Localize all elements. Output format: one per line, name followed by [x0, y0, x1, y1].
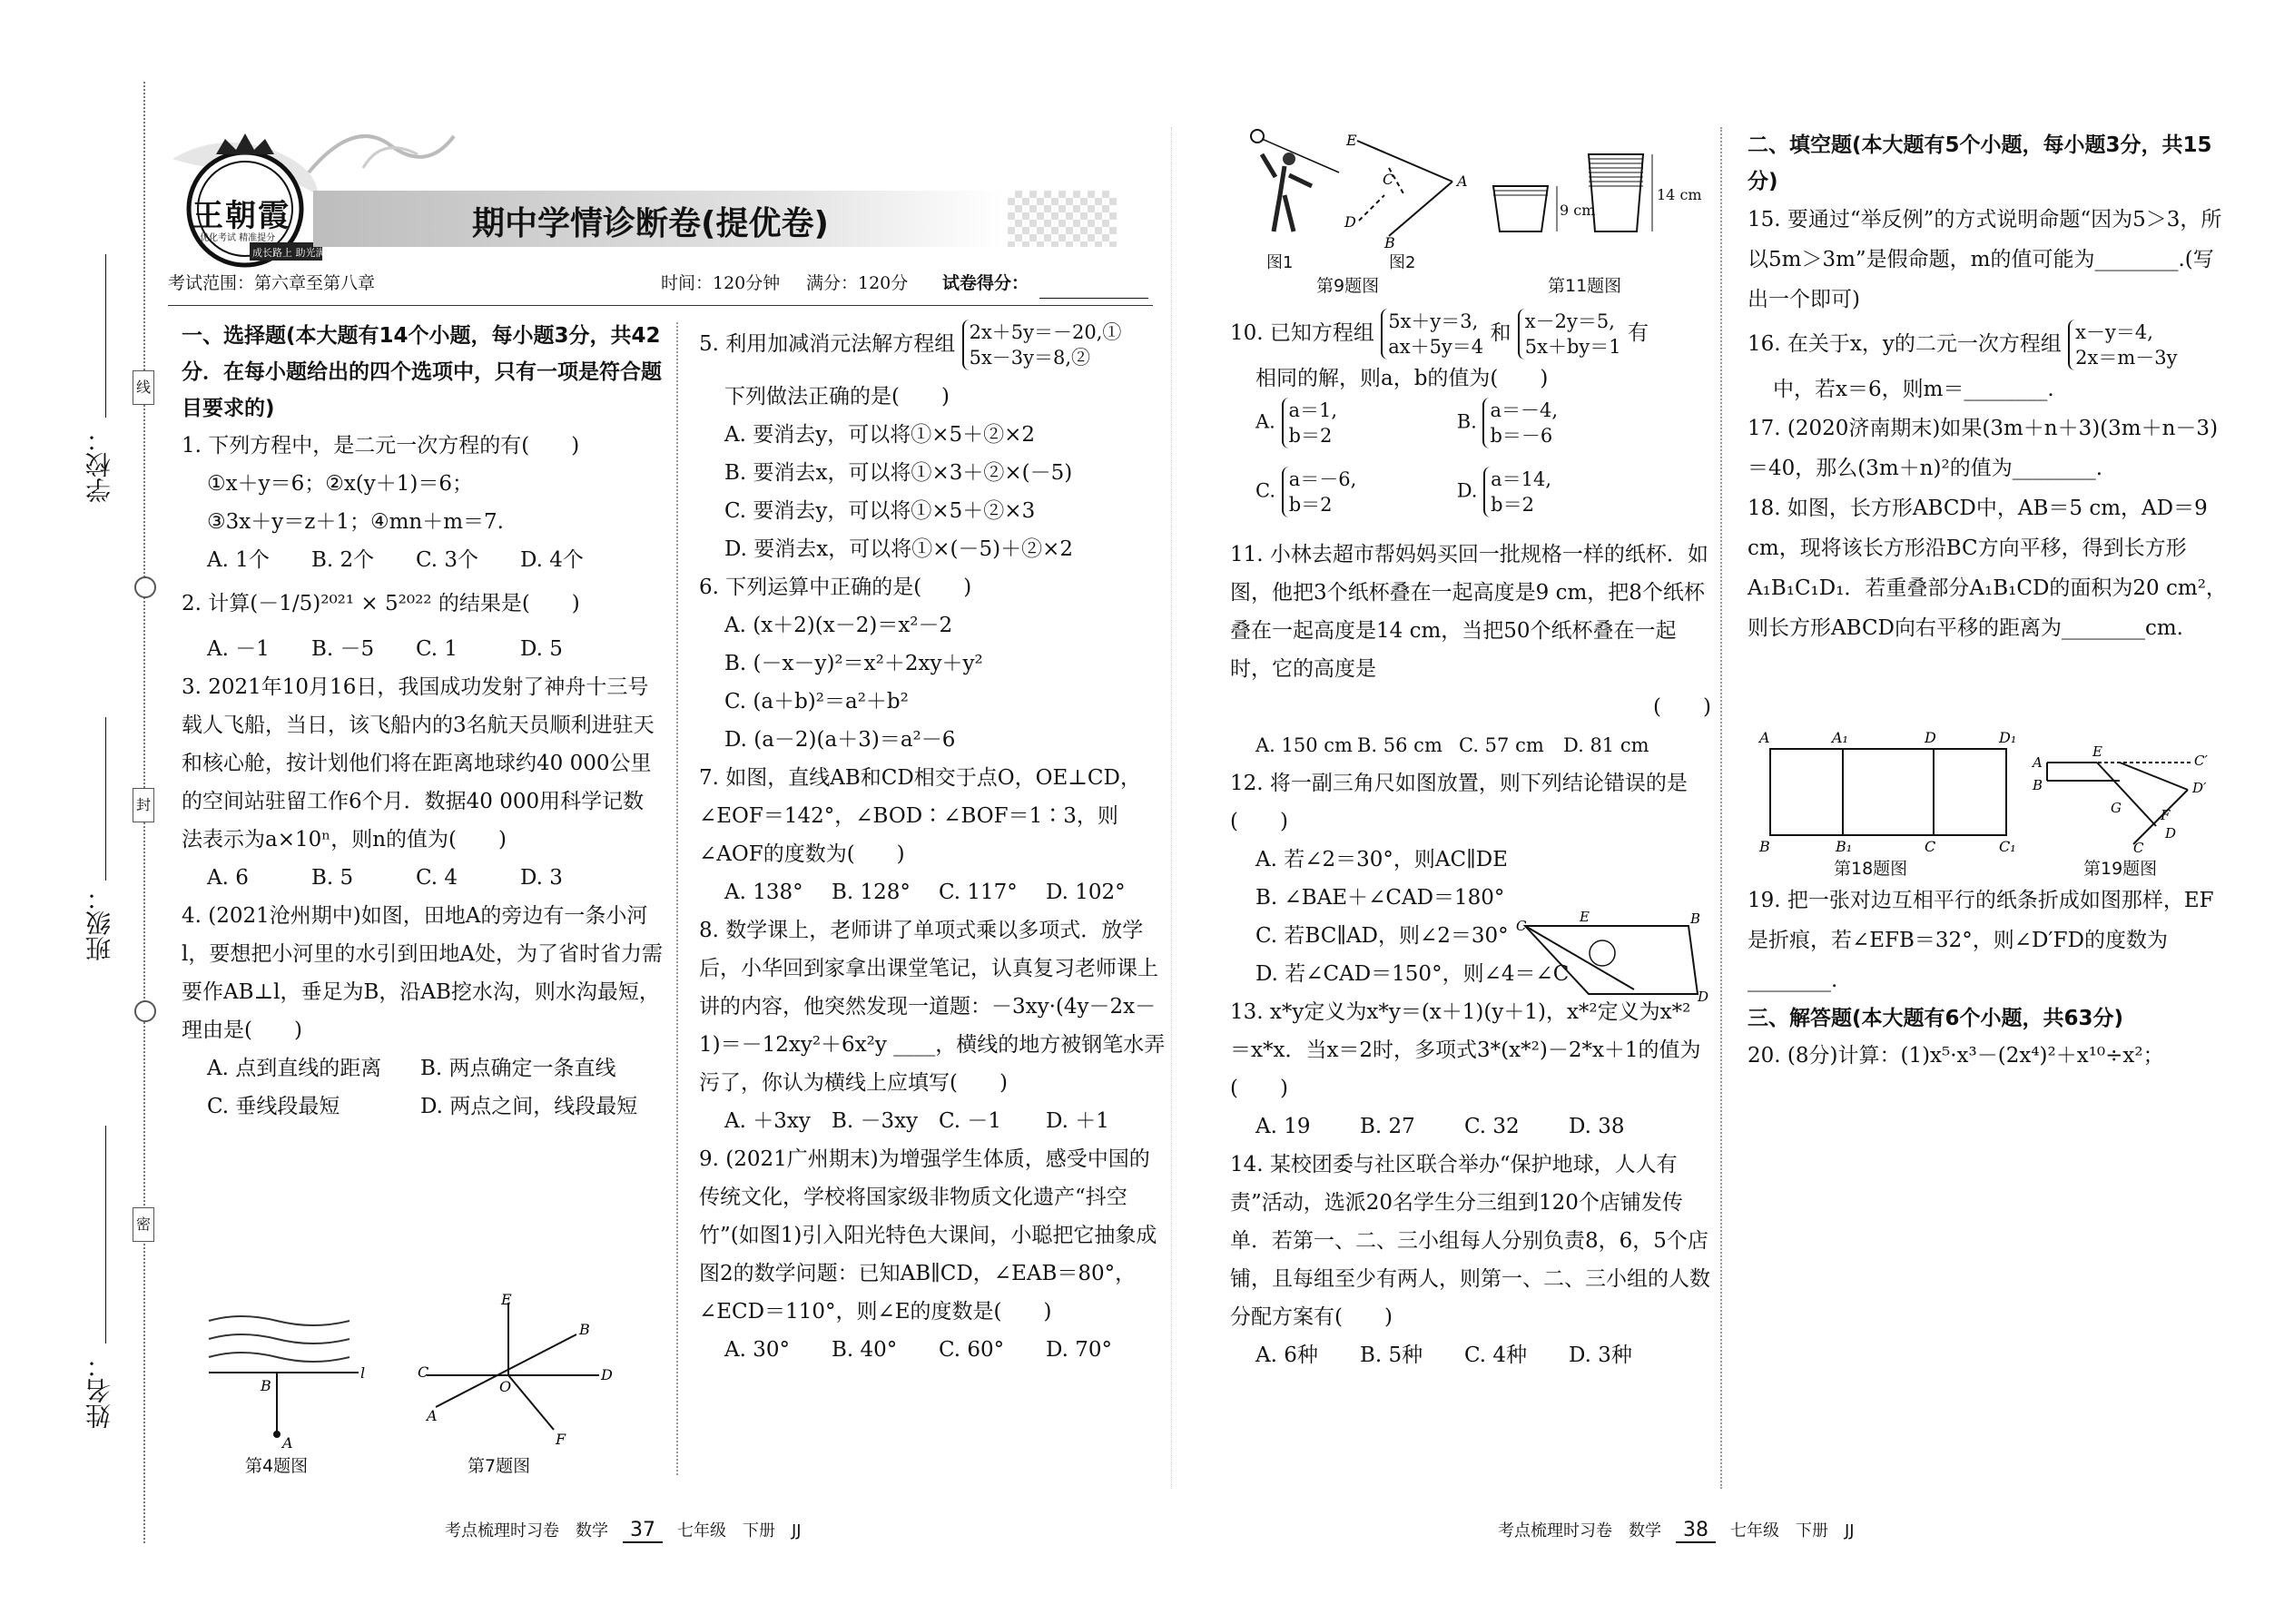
equation-1: 2x＋5y＝－20,①: [969, 321, 1122, 343]
column-divider: [1720, 127, 1722, 1489]
logo-ribbon-text: 成长路上 助光满天: [252, 247, 336, 259]
header-rule: [168, 305, 1153, 306]
question-10: [1230, 309, 1711, 359]
section-2-heading: 二、填空题(本大题有5个小题，每小题3分，共15分): [1748, 133, 2212, 193]
question-5: [699, 320, 1167, 370]
question-6-option-b[interactable]: B. (－x－y)²＝x²＋2xy＋y²: [724, 652, 983, 675]
exam-full-score: 满分：120分: [806, 273, 909, 293]
svg-text:D: D: [601, 1366, 613, 1383]
question-12-option-b[interactable]: B. ∠BAE＋∠CAD＝180°: [1255, 886, 1505, 910]
option-d[interactable]: D. 38: [1569, 1115, 1625, 1138]
option-a[interactable]: A. 150 cm: [1255, 734, 1353, 756]
question-3: 3. 2021年10月16日，我国成功发射了神舟十三号载人飞船，当日，该飞船内的3名航天员顺利进驻天和核心舱，按计划他们将在距离地球约40 000公里的空间站驻留工作6个月．数据40 000用科学记数法表示为a×10ⁿ，则n的值为( ): [182, 675, 655, 851]
option-c[interactable]: C. a＝－6, b＝2: [1255, 468, 1357, 516]
equation-system-1: [1381, 309, 1483, 359]
question-4-options: [182, 1049, 663, 1126]
svg-text:D: D: [1925, 729, 1936, 746]
school-label: 学校：: [84, 427, 114, 503]
section-1-heading: 一、选择题(本大题有14个小题，每小题3分，共42分．在每小题给出的四个选项中，只有一项是符合题目要求的): [182, 324, 662, 420]
exam-time: 时间：120分钟: [661, 273, 781, 293]
question-11-bracket: ( ): [1653, 695, 1711, 719]
footer-left: [445, 1518, 802, 1543]
question-12-option-a[interactable]: A. 若∠2＝30°，则AC∥DE: [1255, 848, 1508, 871]
question-19: 19. 把一张对边互相平行的纸条折成如图那样，EF是折痕，若∠EFB＝32°，则∠D′FD的度数为________.: [1748, 889, 2214, 992]
svg-text:D₁: D₁: [1999, 729, 2017, 746]
page-number: 38: [1676, 1519, 1716, 1543]
figure-7-caption: 第7题图: [468, 1456, 531, 1476]
svg-text:D: D: [1698, 989, 1709, 1005]
question-16-stem: 16. 在关于x，y的二元一次方程组: [1748, 332, 2062, 356]
question-13: 13. x*y定义为x*y＝(x＋1)(y＋1)，x*²定义为x*²＝x*x．当x＝2时，多项式3*(x*²)－2*x＋1的值为( ): [1230, 1000, 1701, 1100]
column-divider: [676, 322, 678, 1475]
svg-text:C′: C′: [2194, 753, 2208, 769]
exam-scope: 考试范围：第六章至第八章: [168, 273, 376, 293]
question-20: 20. (8分)计算：(1)x⁵·x³－(2x⁴)²＋x¹⁰÷x²；: [1748, 1044, 2164, 1068]
option-a[interactable]: A. 138°: [724, 881, 803, 904]
svg-text:A: A: [1457, 172, 1468, 190]
svg-text:E: E: [2092, 743, 2102, 760]
question-7-options: [699, 873, 1167, 911]
question-16-tail: 中，若x＝6，则m＝________.: [1773, 378, 2054, 401]
svg-text:C₁: C₁: [1999, 838, 2016, 855]
equation: x－2y＝5,: [1524, 310, 1615, 332]
question-2-options: [182, 630, 663, 668]
equation-system-2: [1518, 309, 1621, 359]
svg-text:A: A: [1759, 729, 1770, 746]
column-4: [1748, 127, 2233, 648]
question-1-line-a: ①x＋y＝6；②x(y＋1)＝6；: [207, 472, 474, 496]
question-6-option-a[interactable]: A. (x＋2)(x－2)＝x²－2: [724, 614, 953, 637]
option-c[interactable]: C. 垂线段最短: [207, 1095, 340, 1118]
option-d[interactable]: D. 3: [520, 866, 563, 890]
figure-19-caption: 第19题图: [2083, 859, 2158, 879]
option-b[interactable]: B. 128°: [832, 881, 911, 904]
option-b[interactable]: B. －5: [311, 637, 375, 661]
name-label: 姓名：: [84, 1353, 114, 1429]
option-a[interactable]: A. 点到直线的距离: [207, 1057, 382, 1080]
figure-11-height-9: 9 cm: [1560, 202, 1596, 219]
question-12-option-d[interactable]: D. 若∠CAD＝150°，则∠4＝∠C: [1255, 962, 1570, 986]
question-15: 15. 要通过“举反例”的方式说明命题“因为5＞3，所以5m＞3m”是假命题，m的值可能为________.(写出一个即可): [1748, 208, 2222, 311]
question-6-option-c[interactable]: C. (a＋b)²＝a²＋b²: [724, 690, 909, 714]
option-b[interactable]: B. 40°: [832, 1338, 898, 1362]
school-blank[interactable]: [105, 254, 106, 418]
column-3: [1230, 309, 1711, 1374]
option-a[interactable]: A. 19: [1255, 1115, 1311, 1138]
question-8: 8. 数学课上，老师讲了单项式乘以多项式．放学后，小华回到家拿出课堂笔记，认真复习老师课上讲的内容，他突然发现一道题：－3xy·(4y－2x－1)＝－12xy²＋6x²y ____，横线的地方被钢笔水弄污了，你认为横线上应填写( ): [699, 919, 1166, 1095]
svg-text:E: E: [1580, 909, 1590, 925]
score-blank[interactable]: [1039, 298, 1148, 299]
option-a[interactable]: A. 6: [207, 866, 249, 890]
question-18: 18. 如图，长方形ABCD中，AB＝5 cm，AD＝9 cm，现将该长方形沿BC方向平移，得到长方形A₁B₁C₁D₁．若重叠部分A₁B₁CD的面积为20 cm²，则长方形ABCD向右平移的距离为________cm.: [1748, 497, 2227, 640]
equation-system: [2068, 320, 2177, 370]
figure-12-diagram: [1516, 903, 1707, 1003]
figure-9-caption: 第9题图: [1316, 276, 1380, 296]
svg-text:A: A: [427, 1407, 438, 1424]
figure-4-caption: 第4题图: [245, 1456, 309, 1476]
binding-hole-icon: [134, 576, 156, 598]
option-d[interactable]: D. 102°: [1046, 881, 1126, 904]
question-11: 11. 小林去超市帮妈妈买回一批规格一样的纸杯．如图，他把3个纸杯叠在一起高度是9 cm，把8个纸杯叠在一起高度是14 cm，当把50个纸杯叠在一起时，它的高度是: [1230, 543, 1708, 681]
option-b[interactable]: B. 两点确定一条直线: [420, 1057, 616, 1080]
question-10-tail: 有: [1627, 321, 1649, 345]
option-c[interactable]: C. 57 cm: [1459, 734, 1544, 756]
equation-system: [962, 320, 1122, 370]
question-6: 6. 下列运算中正确的是( ): [699, 576, 972, 599]
option-c[interactable]: C. －1: [939, 1109, 1002, 1133]
question-10-prompt: 相同的解，则a，b的值为( ): [1255, 367, 1549, 390]
option-c[interactable]: C. 4种: [1464, 1343, 1528, 1367]
question-7: 7. 如图，直线AB和CD相交于点O，OE⊥CD，∠EOF＝142°，∠BOD∶∠BOF＝1∶3，则∠AOF的度数为( ): [699, 766, 1141, 866]
svg-text:C: C: [1925, 838, 1936, 855]
svg-text:B: B: [1384, 234, 1395, 251]
svg-text:C: C: [2133, 840, 2144, 856]
question-14-options: [1230, 1336, 1711, 1374]
svg-text:O: O: [499, 1378, 512, 1395]
score-label: 试卷得分：: [942, 273, 1029, 293]
question-17: 17. (2020济南期末)如果(3m＋n＋3)(3m＋n－3)＝40，那么(3m＋n)²的值为________.: [1748, 417, 2219, 480]
figure-18-caption: 第18题图: [1834, 859, 1908, 879]
svg-text:E: E: [501, 1291, 512, 1308]
question-9: 9. (2021广州期末)为增强学生体质，感受中国的传统文化，学校将国家级非物质文化遗产“抖空竹”(如图1)引入阳光特色大课间，小聪把它抽象成图2的数学问题：已知AB∥CD，∠EAB＝80°，∠ECD＝110°，则∠E的度数是( ): [699, 1147, 1157, 1324]
class-label: 班级：: [84, 885, 114, 961]
svg-text:F: F: [2161, 807, 2171, 823]
svg-text:l: l: [360, 1364, 366, 1382]
question-13-options: [1230, 1107, 1711, 1146]
logo-subtitle: 优化考试 精准提分: [200, 233, 276, 243]
svg-text:C: C: [1383, 171, 1394, 188]
question-8-options: [699, 1102, 1167, 1140]
option-b[interactable]: B. a＝－4, b＝－6: [1456, 399, 1559, 447]
option-a[interactable]: A. 30°: [724, 1338, 790, 1362]
option-a[interactable]: A. －1: [207, 637, 270, 661]
figure-11-height-14: 14 cm: [1657, 186, 1702, 203]
option-a[interactable]: A. 6种: [1255, 1343, 1318, 1367]
option-c[interactable]: C. 1: [416, 637, 458, 661]
question-3-options: [182, 859, 663, 897]
footer-series: 考点梳理时习卷 数学: [1498, 1521, 1661, 1540]
svg-text:G: G: [2111, 800, 2122, 816]
figure-19-diagram: [2029, 740, 2229, 856]
figure-11-caption: 第11题图: [1548, 276, 1622, 296]
cut-mark-secret: 密: [133, 1207, 154, 1242]
question-5-option-c[interactable]: C. 要消去y，可以将①×5＋②×3: [724, 499, 1036, 523]
name-blank[interactable]: [105, 1126, 106, 1343]
option-c[interactable]: C. 60°: [939, 1338, 1005, 1362]
question-10-options: [1230, 398, 1711, 536]
option-a[interactable]: A. 1个: [207, 548, 270, 572]
option-c[interactable]: C. 4: [416, 866, 458, 890]
svg-text:A: A: [282, 1434, 293, 1452]
option-d[interactable]: D. ＋1: [1046, 1109, 1109, 1133]
question-5-option-a[interactable]: A. 要消去y，可以将①×5＋②×2: [724, 423, 1036, 447]
page-title: 期中学情诊断卷(提优卷): [472, 205, 829, 242]
option-d[interactable]: D. 81 cm: [1563, 734, 1649, 756]
equation: 5x＋y＝3,: [1388, 310, 1479, 332]
footer-series: 考点梳理时习卷 数学: [445, 1521, 608, 1540]
svg-text:A₁: A₁: [1832, 729, 1848, 746]
equation: 2x＝m－3y: [2075, 347, 2178, 369]
question-1-line-b: ③3x＋y＝z＋1；④mn＋m＝7.: [207, 510, 504, 534]
question-5-option-b[interactable]: B. 要消去x，可以将①×3＋②×(－5): [724, 461, 1073, 485]
option-b[interactable]: B. 2个: [311, 548, 375, 572]
svg-text:B: B: [2033, 777, 2043, 793]
figure-9-1-label: 图1: [1266, 253, 1294, 272]
svg-text:E: E: [1346, 132, 1357, 149]
question-5-stem: 5. 利用加减消元法解方程组: [699, 332, 956, 356]
figure-9-2-label: 图2: [1389, 253, 1416, 272]
svg-text:F: F: [556, 1431, 566, 1448]
footer-grade: 七年级 下册 JJ: [1730, 1521, 1855, 1540]
option-c[interactable]: C. 117°: [939, 881, 1018, 904]
svg-text:D′: D′: [2192, 780, 2207, 796]
svg-text:A: A: [2033, 754, 2043, 771]
question-10-stem: 10. 已知方程组: [1230, 321, 1374, 345]
column-1: [182, 318, 663, 1126]
column-2: [699, 320, 1167, 1369]
option-d[interactable]: D. a＝14, b＝2: [1456, 468, 1552, 516]
question-14: 14. 某校团委与社区联合举办“保护地球，人人有责”活动，选派20名学生分三组到120个店铺发传单．若第一、二、三小组每人分别负责8，6，5个店铺，且每组至少有两人，则第一、二、三小组的人数分配方案有( ): [1230, 1153, 1710, 1329]
question-5-prompt: 下列做法正确的是( ): [724, 385, 950, 408]
binding-hole-icon: [134, 1000, 156, 1022]
option-b[interactable]: B. 5: [311, 866, 354, 890]
equation: ax＋5y＝4: [1388, 336, 1484, 358]
equation: 5x＋by＝1: [1524, 336, 1621, 358]
option-d[interactable]: D. 5: [520, 637, 563, 661]
question-4: 4. (2021沧州期中)如图，田地A的旁边有一条小河l，要想把小河里的水引到田地A处，为了省时省力需要作AB⊥l，垂足为B，沿AB挖水沟，则水沟最短，理由是( ): [182, 904, 663, 1042]
option-d[interactable]: D. 70°: [1046, 1338, 1113, 1362]
option-b[interactable]: B. －3xy: [832, 1109, 919, 1133]
question-2: 2. 计算(－1/5)²⁰²¹ × 5²⁰²² 的结果是( ): [182, 592, 580, 615]
svg-text:B₁: B₁: [1836, 838, 1853, 855]
figure-7-diagram: [418, 1291, 617, 1448]
option-b[interactable]: B. 56 cm: [1357, 734, 1442, 756]
figure-9-1-diagram: [1248, 123, 1348, 250]
svg-text:D: D: [1344, 213, 1356, 231]
figure-18-diagram: [1752, 726, 2024, 853]
question-12-option-c[interactable]: C. 若BC∥AD，则∠2＝30°: [1255, 924, 1509, 948]
question-16: [1748, 320, 2233, 370]
question-11-options: [1230, 726, 1711, 764]
question-9-options: [699, 1331, 1167, 1369]
logo-text: 王朝霞: [192, 198, 290, 234]
svg-text:B: B: [1690, 910, 1701, 927]
section-3-heading: 三、解答题(本大题有6个小题，共63分): [1748, 1007, 2124, 1030]
figure-9-2-diagram: [1339, 123, 1475, 250]
equation-2: 5x－3y＝8,②: [969, 347, 1091, 369]
option-c[interactable]: C. 32: [1464, 1115, 1520, 1138]
svg-text:C: C: [1516, 918, 1527, 934]
header-ribbon-decoration: [309, 118, 454, 182]
svg-text:B: B: [1759, 838, 1770, 855]
svg-text:C: C: [418, 1363, 429, 1381]
question-5-option-d[interactable]: D. 要消去x，可以将①×(－5)＋②×2: [724, 537, 1073, 561]
figure-4-diagram: [204, 1307, 377, 1452]
option-a[interactable]: A. ＋3xy: [724, 1109, 811, 1133]
question-1: 1. 下列方程中，是二元一次方程的有( ): [182, 434, 580, 458]
footer-right: [1498, 1518, 1855, 1543]
page-gutter: [1171, 127, 1172, 1489]
svg-text:B: B: [261, 1377, 271, 1394]
cut-mark-line: 线: [133, 370, 154, 405]
option-c[interactable]: C. 3个: [416, 548, 479, 572]
option-d[interactable]: D. 3种: [1569, 1343, 1632, 1367]
page-number: 37: [623, 1519, 663, 1543]
footer-grade: 七年级 下册 JJ: [677, 1521, 802, 1540]
conjunction: 和: [1490, 321, 1511, 345]
svg-text:D: D: [2165, 825, 2177, 842]
class-blank[interactable]: [105, 717, 106, 881]
title-checker: [1008, 191, 1117, 247]
option-a[interactable]: A. a＝1, b＝2: [1255, 399, 1338, 447]
equation: x－y＝4,: [2075, 321, 2153, 343]
option-d[interactable]: D. 两点之间，线段最短: [420, 1095, 638, 1118]
question-1-options: [182, 541, 663, 579]
option-d[interactable]: D. 4个: [520, 548, 584, 572]
question-6-option-d[interactable]: D. (a－2)(a＋3)＝a²－6: [724, 728, 956, 752]
option-b[interactable]: B. 27: [1360, 1115, 1415, 1138]
column-4-lower: [1748, 881, 2233, 1075]
svg-text:B: B: [579, 1321, 590, 1338]
question-12: 12. 将一副三角尺如图放置，则下列结论错误的是( ): [1230, 772, 1688, 833]
cut-mark-seal: 封: [133, 788, 154, 822]
option-b[interactable]: B. 5种: [1360, 1343, 1423, 1367]
